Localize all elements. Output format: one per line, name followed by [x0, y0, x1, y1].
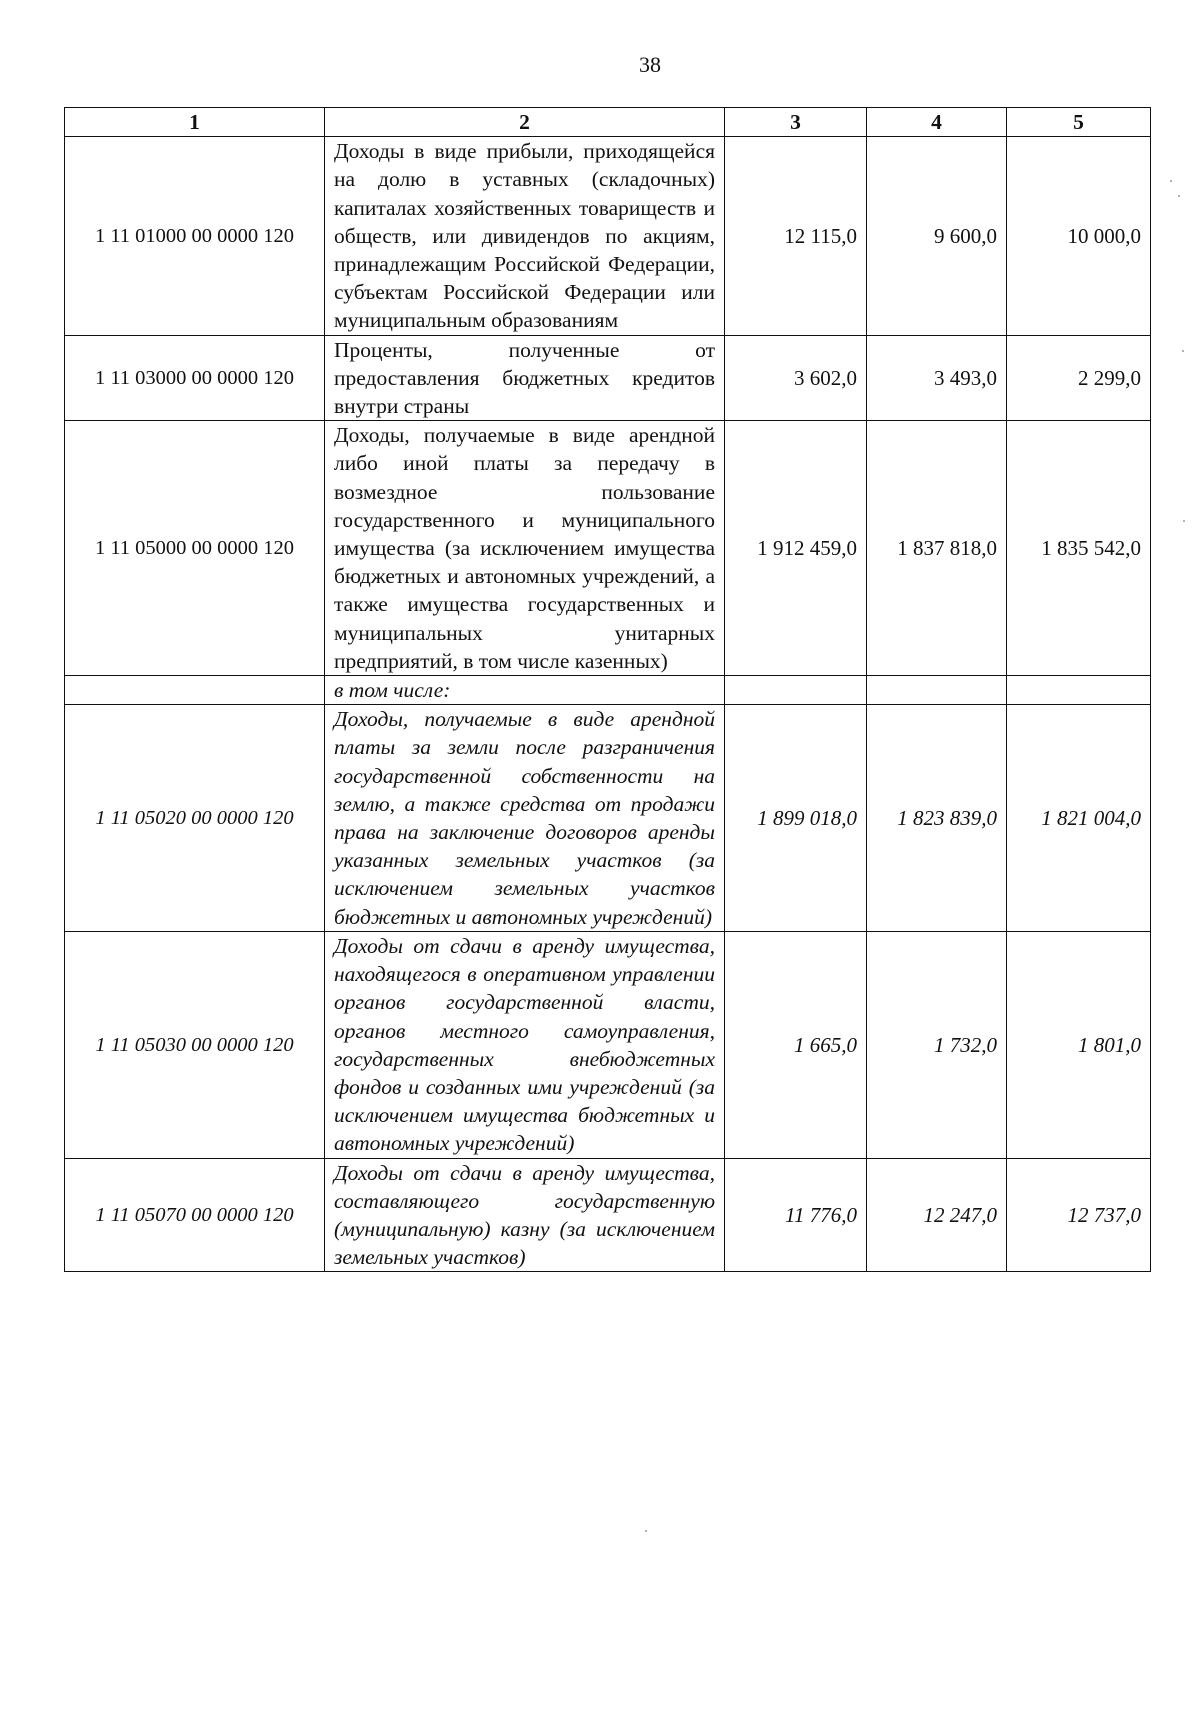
column-header-4: 4 — [867, 108, 1007, 137]
value-col4-cell: 3 493,0 — [867, 335, 1007, 421]
revenue-table — [64, 107, 1151, 1272]
column-header-2: 2 — [325, 108, 725, 137]
value-col3-cell: 11 776,0 — [725, 1158, 867, 1272]
table-row — [65, 705, 1151, 932]
column-header-5: 5 — [1007, 108, 1151, 137]
scan-speck — [1178, 195, 1180, 197]
table-row — [65, 137, 1151, 335]
value-col5-cell: 1 801,0 — [1007, 931, 1151, 1158]
table-row — [65, 931, 1151, 1158]
column-header-3: 3 — [725, 108, 867, 137]
scan-speck — [1182, 350, 1184, 352]
scan-speck — [645, 1530, 647, 1532]
description-cell: в том числе: — [325, 676, 725, 705]
table-row — [65, 676, 1151, 705]
description-cell: Проценты, полученные от предоставления бюджетных кредитов внутри страны — [325, 335, 725, 421]
value-col5-cell: 2 299,0 — [1007, 335, 1151, 421]
value-col4-cell: 1 732,0 — [867, 931, 1007, 1158]
table-row — [65, 1158, 1151, 1272]
budget-code-cell: 1 11 05030 00 0000 120 — [65, 931, 325, 1158]
value-col5-cell: 10 000,0 — [1007, 137, 1151, 335]
budget-code-cell: 1 11 01000 00 0000 120 — [65, 137, 325, 335]
description-cell: Доходы в виде прибыли, приходящейся на долю в уставных (складочных) капиталах хозяйственных товариществ и обществ, или дивидендов по акциям, принадлежащим Российской Федерации, субъектам Российской Федерации или муниципальным образованиям — [325, 137, 725, 335]
description-cell: Доходы от сдачи в аренду имущества, находящегося в оперативном управлении органов государственной власти, органов местного самоуправления, государственных внебюджетных фондов и созданных ими учреждений (за исключением имущества бюджетных и автономных учреждений) — [325, 931, 725, 1158]
value-col3-cell: 1 912 459,0 — [725, 421, 867, 676]
table-header-row — [65, 108, 1151, 137]
column-header-1: 1 — [65, 108, 325, 137]
value-col3-cell: 1 899 018,0 — [725, 705, 867, 932]
table-row — [65, 335, 1151, 421]
budget-code-cell: 1 11 05000 00 0000 120 — [65, 421, 325, 676]
value-col5-cell: 1 821 004,0 — [1007, 705, 1151, 932]
budget-code-cell: 1 11 03000 00 0000 120 — [65, 335, 325, 421]
budget-code-cell: 1 11 05070 00 0000 120 — [65, 1158, 325, 1272]
value-col5-cell: 12 737,0 — [1007, 1158, 1151, 1272]
value-col3-cell: 1 665,0 — [725, 931, 867, 1158]
value-col3-cell: 3 602,0 — [725, 335, 867, 421]
description-cell: Доходы от сдачи в аренду имущества, составляющего государственную (муниципальную) казну (за исключением земельных участков) — [325, 1158, 725, 1272]
description-cell: Доходы, получаемые в виде арендной платы за земли после разграничения государственной собственности на землю, а также средства от продажи права на заключение договоров аренды указанных земельных участков (за исключением земельных участков бюджетных и автономных учреждений) — [325, 705, 725, 932]
value-col4-cell: 1 823 839,0 — [867, 705, 1007, 932]
value-col3-cell — [725, 676, 867, 705]
scan-speck — [1170, 180, 1172, 182]
budget-code-cell: 1 11 05020 00 0000 120 — [65, 705, 325, 932]
description-cell: Доходы, получаемые в виде арендной либо иной платы за передачу в возмездное пользование государственного и муниципального имущества (за исключением имущества бюджетных и автономных учреждений, а также имущества государственных и муниципальных унитарных предприятий, в том числе казенных) — [325, 421, 725, 676]
value-col4-cell — [867, 676, 1007, 705]
value-col3-cell: 12 115,0 — [725, 137, 867, 335]
table-row — [65, 421, 1151, 676]
budget-code-cell — [65, 676, 325, 705]
value-col4-cell: 9 600,0 — [867, 137, 1007, 335]
value-col5-cell: 1 835 542,0 — [1007, 421, 1151, 676]
value-col5-cell — [1007, 676, 1151, 705]
page-number: 38 — [639, 52, 661, 77]
scan-speck — [1183, 520, 1185, 522]
value-col4-cell: 12 247,0 — [867, 1158, 1007, 1272]
value-col4-cell: 1 837 818,0 — [867, 421, 1007, 676]
